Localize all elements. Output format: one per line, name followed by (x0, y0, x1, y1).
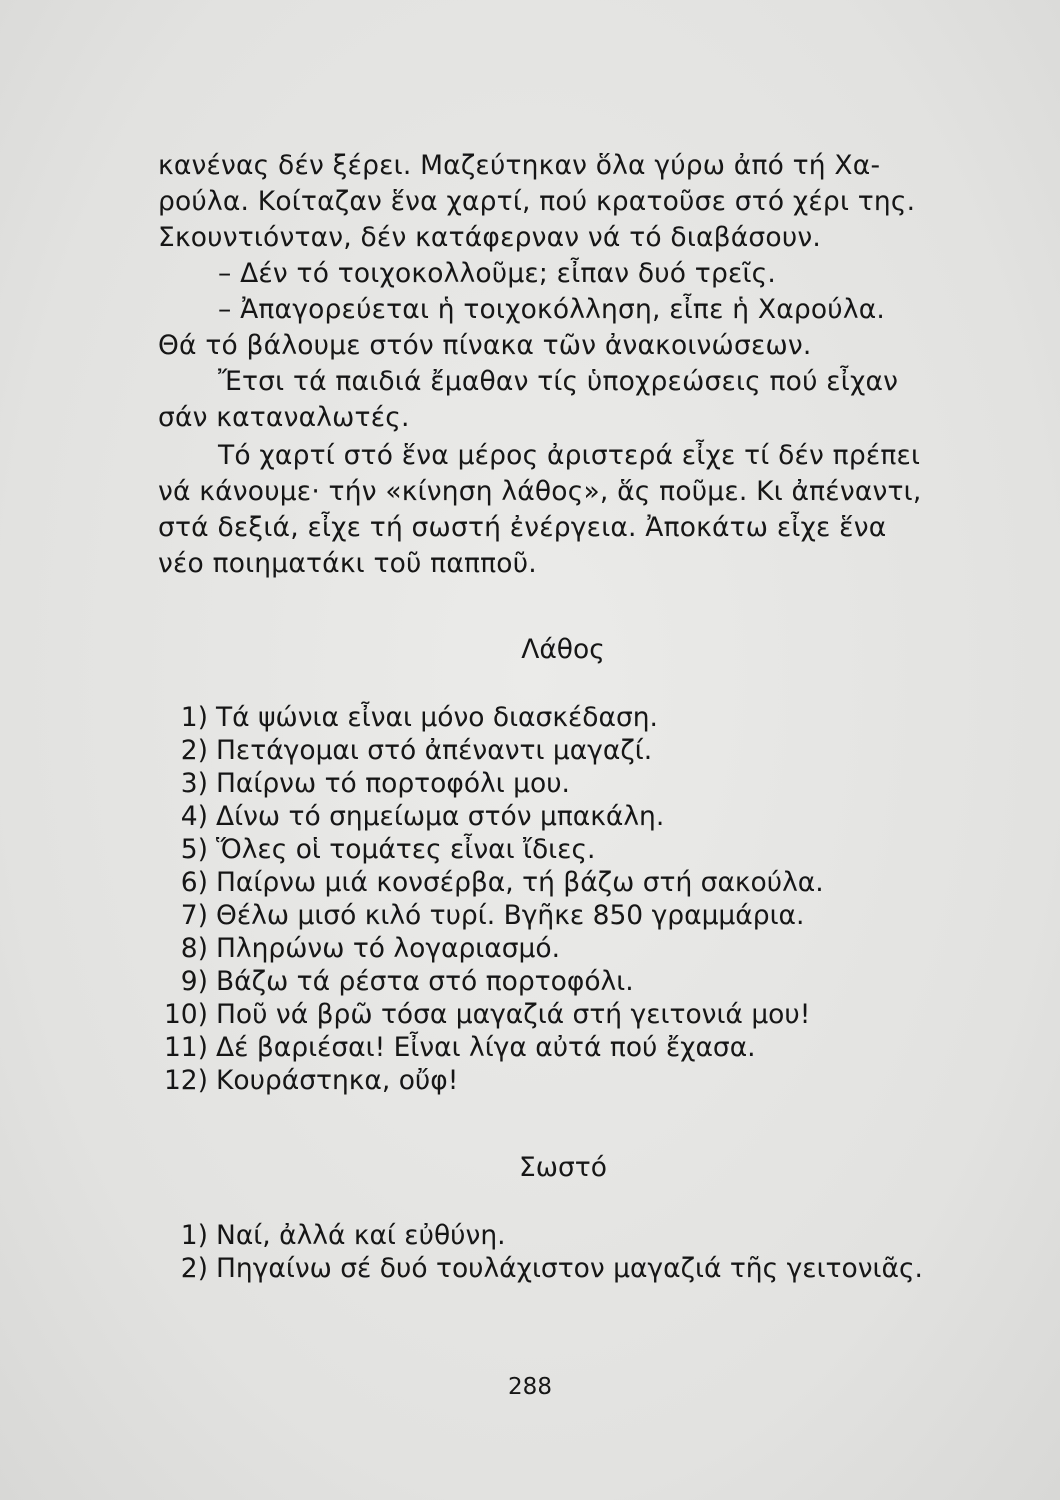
paragraph-line: ρούλα. Κοίταζαν ἕνα χαρτί, πού κρατοῦσε στό χέρι της. (158, 186, 916, 217)
paragraph-line: σάν καταναλωτές. (158, 402, 410, 433)
paragraph-line: νά κάνουμε· τήν «κίνηση λάθος», ἅς ποῦμε. Κι ἀπέναντι, (158, 476, 922, 507)
item-number: 6) (180, 867, 208, 898)
wrong-item (158, 735, 652, 767)
wrong-item (158, 966, 634, 998)
item-text: Δέ βαριέσαι! Εἶναι λίγα αὐτά πού ἔχασα. (216, 1032, 756, 1063)
paragraph-line: Ἔτσι τά παιδιά ἔμαθαν τίς ὑποχρεώσεις πού εἶχαν (218, 366, 899, 397)
item-text: Θέλω μισό κιλό τυρί. Βγῆκε 850 γραμμάρια. (216, 900, 805, 931)
item-number: 3) (180, 768, 208, 799)
item-number: 5) (180, 834, 208, 865)
item-number: 9) (180, 966, 208, 997)
dialogue-line: – Ἀπαγορεύεται ἡ τοιχοκόλληση, εἶπε ἡ Χαρούλα. (218, 294, 886, 325)
wrong-item (158, 1065, 458, 1097)
wrong-item (158, 801, 664, 833)
item-text: Παίρνω μιά κονσέρβα, τή βάζω στή σακούλα. (216, 867, 824, 898)
item-text: Ποῦ νά βρῶ τόσα μαγαζιά στή γειτονιά μου! (216, 999, 811, 1030)
item-number: 10) (163, 999, 208, 1030)
paragraph-line: κανένας δέν ξέρει. Μαζεύτηκαν ὅλα γύρω ἀπό τή Χα- (158, 150, 881, 181)
wrong-item (158, 900, 804, 932)
item-number: 11) (163, 1032, 208, 1063)
wrong-item (158, 933, 560, 965)
item-text: Ὅλες οἱ τομάτες εἶναι ἴδιες. (216, 834, 596, 865)
item-number: 7) (180, 900, 208, 931)
item-text: Κουράστηκα, οὔφ! (216, 1065, 459, 1096)
item-text: Τά ψώνια εἶναι μόνο διασκέδαση. (216, 702, 658, 733)
item-number: 8) (180, 933, 208, 964)
wrong-item (158, 999, 810, 1031)
right-item (158, 1220, 506, 1252)
item-number: 1) (180, 702, 208, 733)
page-number: 288 (508, 1374, 552, 1400)
item-text: Ναί, ἀλλά καί εὐθύνη. (216, 1220, 506, 1251)
paragraph-line: Τό χαρτί στό ἕνα μέρος ἀριστερά εἶχε τί δέν πρέπει (218, 440, 921, 471)
item-number: 2) (180, 1253, 208, 1284)
paragraph-line: νέο ποιηματάκι τοῦ παπποῦ. (158, 548, 537, 579)
item-text: Βάζω τά ρέστα στό πορτοφόλι. (216, 966, 634, 997)
item-text: Παίρνω τό πορτοφόλι μου. (216, 768, 570, 799)
item-text: Πετάγομαι στό ἀπέναντι μαγαζί. (216, 735, 653, 766)
item-number: 4) (180, 801, 208, 832)
item-number: 2) (180, 735, 208, 766)
item-number: 12) (163, 1065, 208, 1096)
wrong-item (158, 834, 595, 866)
right-item (158, 1253, 923, 1285)
right-heading: Σωστό (519, 1152, 607, 1183)
wrong-heading: Λάθος (521, 634, 605, 665)
paragraph-line: Σκουντιόνταν, δέν κατάφερναν νά τό διαβάσουν. (158, 222, 821, 253)
wrong-item (158, 867, 824, 899)
wrong-item (158, 702, 658, 734)
item-text: Δίνω τό σημείωμα στόν μπακάλη. (216, 801, 665, 832)
wrong-item (158, 768, 570, 800)
paragraph-line: στά δεξιά, εἶχε τή σωστή ἐνέργεια. Ἀποκάτω εἶχε ἕνα (158, 512, 887, 543)
item-number: 1) (180, 1220, 208, 1251)
dialogue-line: – Δέν τό τοιχοκολλοῦμε; εἶπαν δυό τρεῖς. (218, 258, 777, 289)
item-text: Πληρώνω τό λογαριασμό. (216, 933, 561, 964)
wrong-item (158, 1032, 756, 1064)
paragraph-line: Θά τό βάλουμε στόν πίνακα τῶν ἀνακοινώσεων. (158, 330, 812, 361)
item-text: Πηγαίνω σέ δυό τουλάχιστον μαγαζιά τῆς γειτονιᾶς. (216, 1253, 923, 1284)
